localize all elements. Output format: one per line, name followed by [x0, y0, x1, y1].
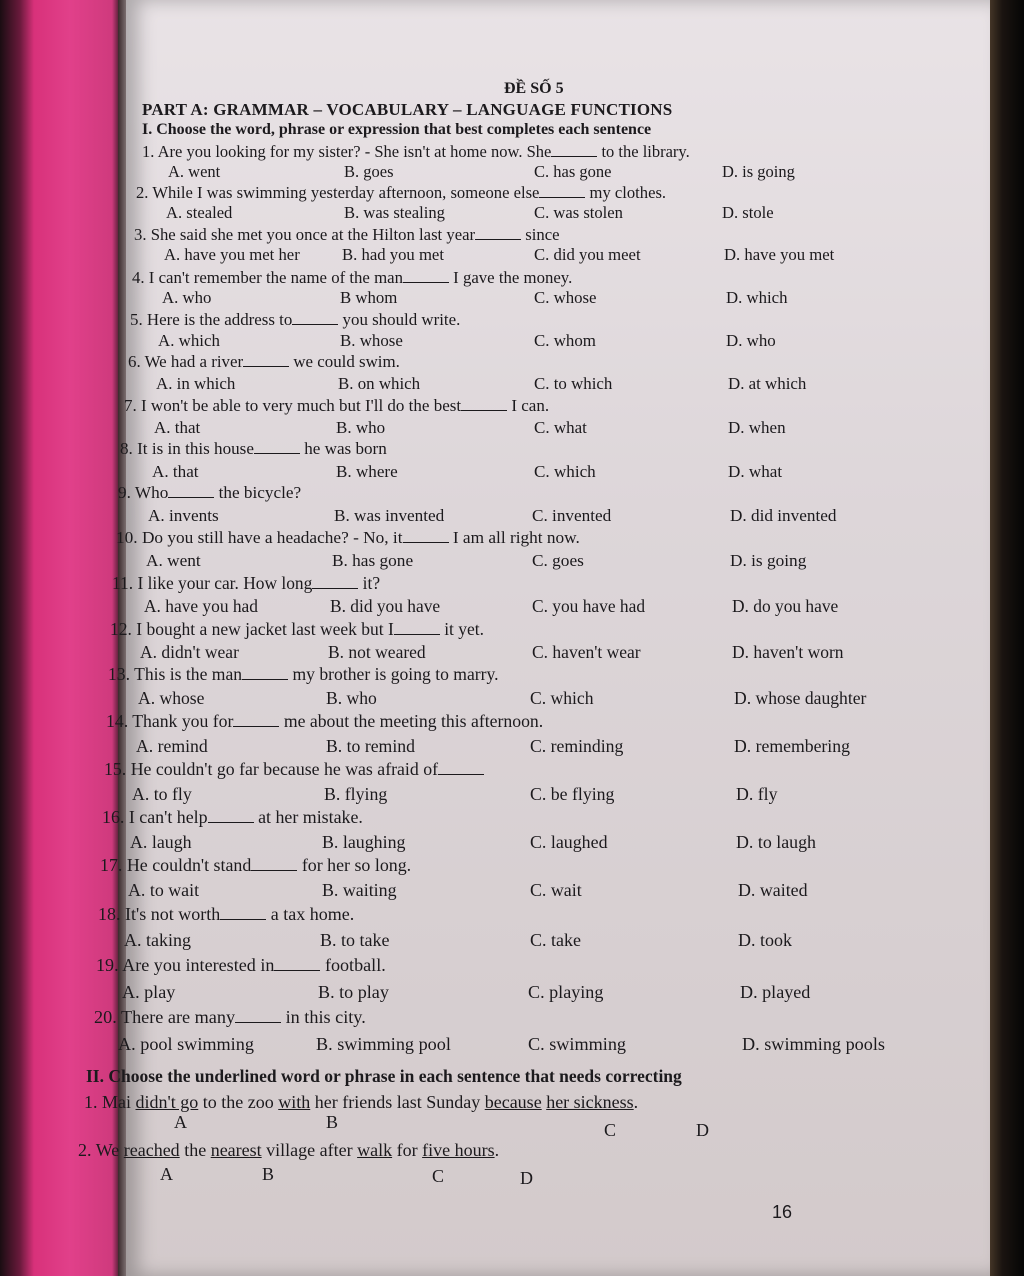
choice-letter-a: A — [174, 1112, 187, 1132]
answer-blank[interactable] — [403, 268, 449, 283]
page-edge — [988, 0, 1024, 1276]
question-17 — [100, 855, 411, 876]
option-a[interactable]: A. have you had — [144, 596, 258, 616]
question-9 — [118, 483, 301, 503]
option-c[interactable]: C. to which — [534, 374, 613, 393]
question-text: at her mistake. — [258, 807, 363, 827]
question-number: 7. — [124, 396, 137, 415]
option-b[interactable]: B. waiting — [322, 880, 397, 900]
option-d[interactable]: D. is going — [730, 551, 807, 570]
question-7 — [124, 396, 549, 416]
option-c[interactable]: C. has gone — [534, 162, 612, 181]
option-a[interactable]: A. to wait — [128, 880, 200, 900]
option-c[interactable]: C. wait — [530, 880, 582, 900]
question-11 — [112, 573, 380, 594]
question-text: I can't help — [128, 807, 208, 827]
option-c[interactable]: C. which — [534, 462, 596, 481]
question-number: 8. — [120, 439, 133, 458]
answer-blank[interactable] — [475, 225, 521, 240]
option-c[interactable]: C. whom — [534, 331, 596, 350]
option-a[interactable]: A. went — [168, 162, 221, 181]
option-c[interactable]: C. was stolen — [534, 203, 623, 222]
option-a[interactable]: A. remind — [136, 736, 208, 756]
question-number: 2. — [136, 183, 149, 202]
answer-blank[interactable] — [254, 439, 300, 454]
sentence-text: . — [494, 1140, 500, 1160]
option-c[interactable]: C. invented — [532, 506, 612, 525]
option-b[interactable]: B. on which — [338, 374, 421, 393]
exam-heading: ĐỀ SỐ 5 — [504, 80, 564, 97]
question-4 — [132, 268, 572, 288]
sentence-text: We — [95, 1140, 120, 1160]
sentence-text: . — [633, 1092, 639, 1112]
choice-letter-c: C — [604, 1120, 617, 1140]
option-b[interactable]: B. has gone — [332, 551, 414, 570]
option-c[interactable]: C. playing — [528, 982, 604, 1002]
question-text: in this city. — [285, 1007, 366, 1027]
option-a[interactable]: A. invents — [148, 506, 219, 525]
question-20 — [94, 1007, 366, 1028]
option-d[interactable]: D. waited — [738, 880, 808, 900]
option-d[interactable]: D. is going — [722, 162, 795, 181]
option-b[interactable]: B. had you met — [342, 245, 444, 264]
option-a[interactable]: A. pool swimming — [118, 1034, 254, 1054]
question-text: it yet. — [444, 619, 485, 639]
option-a[interactable]: A. play — [122, 982, 176, 1002]
question-number: 17. — [100, 855, 123, 875]
answer-blank[interactable] — [242, 665, 288, 680]
question-number: 11. — [112, 573, 134, 593]
option-a[interactable]: A. taking — [124, 930, 191, 950]
option-b[interactable]: B whom — [340, 288, 398, 307]
question-text: I can't remember the name of the man — [148, 268, 403, 287]
question-text: Are you interested in — [122, 955, 275, 975]
option-b[interactable]: B. where — [336, 462, 398, 481]
question-text: It's not worth — [125, 904, 221, 924]
sentence-text: Mai — [102, 1092, 131, 1112]
answer-blank[interactable] — [461, 396, 507, 411]
option-c[interactable]: C. swimming — [528, 1034, 627, 1054]
question-text: She said she met you once at the Hilton last year — [150, 225, 476, 244]
option-b[interactable]: B. who — [336, 418, 386, 437]
question-text: I like your car. How long — [137, 573, 313, 593]
question-2 — [136, 183, 666, 203]
section-2-title: II. Choose the underlined word or phrase in each sentence that needs correcting — [86, 1066, 682, 1086]
answer-blank[interactable] — [233, 712, 279, 727]
option-b[interactable]: B. whose — [340, 331, 403, 350]
option-c[interactable]: C. reminding — [530, 736, 624, 756]
option-d[interactable]: D. fly — [736, 784, 778, 804]
question-text: Do you still have a headache? - No, it — [141, 528, 403, 547]
question-6 — [128, 352, 400, 372]
option-b[interactable]: B. who — [326, 688, 377, 708]
part-title: PART A: GRAMMAR – VOCABULARY – LANGUAGE FUNCTIONS — [142, 100, 673, 119]
answer-blank[interactable] — [539, 183, 585, 198]
option-d[interactable]: D. do you have — [732, 596, 839, 616]
question-text: We had a river — [144, 352, 244, 371]
question-19 — [96, 955, 386, 976]
question-text: This is the man — [134, 664, 243, 684]
option-c[interactable]: C. be flying — [530, 784, 615, 804]
question-1 — [142, 142, 690, 162]
option-d[interactable]: D. whose daughter — [734, 688, 867, 708]
question-text: Are you looking for my sister? - She isn't at home now. She — [157, 142, 552, 161]
option-b[interactable]: B. laughing — [322, 832, 406, 852]
option-b[interactable]: B. swimming pool — [316, 1034, 451, 1054]
option-d[interactable]: D. which — [726, 288, 788, 307]
question-number: 3. — [134, 225, 147, 244]
question-text: my clothes. — [589, 183, 667, 202]
option-d[interactable]: D. played — [740, 982, 811, 1002]
question-text: There are many — [120, 1007, 236, 1027]
question-text: for her so long. — [301, 855, 412, 875]
option-a[interactable]: A. whose — [138, 688, 205, 708]
question-text: football. — [324, 955, 386, 975]
option-a[interactable]: A. stealed — [166, 203, 233, 222]
question-number: 4. — [132, 268, 145, 287]
answer-blank[interactable] — [292, 310, 338, 325]
underlined-d[interactable]: five hours — [422, 1140, 495, 1160]
option-a[interactable]: A. went — [146, 551, 201, 570]
error-question-2 — [78, 1140, 499, 1161]
option-c[interactable]: C. take — [530, 930, 581, 950]
sentence-text: the — [184, 1140, 207, 1160]
underlined-d[interactable]: her sickness — [546, 1092, 634, 1112]
question-number: 12. — [110, 619, 132, 639]
underlined-a[interactable]: reached — [123, 1140, 180, 1160]
option-d[interactable]: D. have you met — [724, 245, 835, 264]
sentence-text: her friends last Sunday — [314, 1092, 481, 1112]
answer-blank[interactable] — [243, 352, 289, 367]
answer-blank[interactable] — [235, 1008, 281, 1023]
question-16 — [102, 807, 363, 828]
answer-blank[interactable] — [274, 956, 320, 971]
option-d[interactable]: D. who — [726, 331, 776, 350]
question-number: 6. — [128, 352, 141, 371]
option-d[interactable]: D. to laugh — [736, 832, 817, 852]
answer-blank[interactable] — [551, 142, 597, 157]
option-d[interactable]: D. swimming pools — [742, 1034, 885, 1054]
option-a[interactable]: A. have you met her — [164, 245, 300, 264]
answer-blank[interactable] — [208, 808, 254, 823]
option-a[interactable]: A. that — [152, 462, 199, 481]
underlined-a[interactable]: didn't go — [135, 1092, 199, 1112]
choice-letter-a: A — [160, 1164, 173, 1184]
question-number: 1. — [142, 142, 155, 161]
option-a[interactable]: A. who — [162, 288, 212, 307]
question-number: 5. — [130, 310, 143, 329]
question-number: 14. — [106, 711, 129, 731]
underlined-b[interactable]: with — [278, 1092, 311, 1112]
question-3 — [134, 225, 560, 245]
question-text: a tax home. — [270, 904, 355, 924]
choice-letter-b: B — [326, 1112, 339, 1132]
option-a[interactable]: A. which — [158, 331, 220, 350]
answer-blank[interactable] — [394, 620, 440, 635]
option-d[interactable]: D. haven't worn — [732, 642, 844, 662]
option-d[interactable]: D. at which — [728, 374, 807, 393]
question-8 — [120, 439, 387, 459]
option-d[interactable]: D. when — [728, 418, 786, 437]
option-c[interactable]: C. you have had — [532, 596, 646, 616]
sentence-text: to the zoo — [202, 1092, 274, 1112]
underlined-c[interactable]: walk — [357, 1140, 393, 1160]
option-c[interactable]: C. did you meet — [534, 245, 641, 264]
question-text: I bought a new jacket last week but I — [136, 619, 394, 639]
question-13 — [108, 664, 499, 685]
option-a[interactable]: A. didn't wear — [140, 642, 239, 662]
question-text: Who — [134, 483, 169, 502]
option-b[interactable]: B. did you have — [330, 596, 441, 616]
option-c[interactable]: C. which — [530, 688, 594, 708]
option-d[interactable]: D. took — [738, 930, 792, 950]
question-number: 10. — [116, 528, 138, 547]
question-5 — [130, 310, 460, 330]
question-text: we could swim. — [293, 352, 400, 371]
choice-letter-c: C — [432, 1166, 445, 1186]
question-text: the bicycle? — [218, 483, 302, 502]
question-text: me about the meeting this afternoon. — [283, 711, 544, 731]
option-a[interactable]: A. laugh — [130, 832, 192, 852]
underlined-b[interactable]: nearest — [210, 1140, 262, 1160]
answer-blank[interactable] — [403, 528, 449, 543]
option-b[interactable]: B. to play — [318, 982, 389, 1002]
question-number: 16. — [102, 807, 125, 827]
question-number: 2. — [78, 1140, 92, 1160]
answer-blank[interactable] — [168, 483, 214, 498]
answer-blank[interactable] — [251, 856, 297, 871]
error-question-1 — [84, 1092, 638, 1113]
question-text: I am all right now. — [452, 528, 580, 547]
question-text: While I was swimming yesterday afternoon, someone else — [152, 183, 540, 202]
question-number: 9. — [118, 483, 131, 502]
question-text: it? — [362, 573, 381, 593]
option-d[interactable]: D. did invented — [730, 506, 837, 525]
question-text: Here is the address to — [146, 310, 293, 329]
option-c[interactable]: C. goes — [532, 551, 584, 570]
section-1-title: I. Choose the word, phrase or expression that best completes each sentence — [142, 121, 652, 138]
question-text: Thank you for — [132, 711, 234, 731]
option-c[interactable]: C. whose — [534, 288, 597, 307]
answer-blank[interactable] — [312, 574, 358, 589]
option-b[interactable]: B. goes — [344, 162, 394, 181]
question-text: He couldn't stand — [126, 855, 252, 875]
option-c[interactable]: C. what — [534, 418, 587, 437]
option-b[interactable]: B. was invented — [334, 506, 445, 525]
question-15 — [104, 759, 484, 780]
answer-blank[interactable] — [438, 760, 484, 775]
option-a[interactable]: A. in which — [156, 374, 236, 393]
question-number: 18. — [98, 904, 121, 924]
question-10 — [116, 528, 580, 548]
question-text: He couldn't go far because he was afraid of — [130, 759, 439, 779]
choice-letter-d: D — [520, 1168, 533, 1188]
option-a[interactable]: A. to fly — [132, 784, 192, 804]
option-b[interactable]: B. was stealing — [344, 203, 445, 222]
choice-letter-b: B — [262, 1164, 275, 1184]
question-text: It is in this house — [137, 439, 254, 458]
option-c[interactable]: C. laughed — [530, 832, 608, 852]
question-number: 19. — [96, 955, 119, 975]
option-d[interactable]: D. what — [728, 462, 783, 481]
question-text: I gave the money. — [453, 268, 573, 287]
question-12 — [110, 619, 484, 640]
option-b[interactable]: B. to take — [320, 930, 390, 950]
question-18 — [98, 904, 354, 925]
sentence-text: village after — [266, 1140, 353, 1160]
question-number: 13. — [108, 664, 130, 684]
answer-blank[interactable] — [220, 905, 266, 920]
choice-letter-d: D — [696, 1120, 709, 1140]
option-c[interactable]: C. haven't wear — [532, 642, 641, 662]
question-text: to the library. — [601, 142, 690, 161]
option-a[interactable]: A. that — [154, 418, 201, 437]
option-b[interactable]: B. not weared — [328, 642, 426, 662]
sentence-text: for — [396, 1140, 418, 1160]
question-text: he was born — [304, 439, 387, 458]
question-number: 1. — [84, 1092, 98, 1112]
page-number: 16 — [772, 1202, 793, 1222]
option-b[interactable]: B. flying — [324, 784, 388, 804]
question-text: you should write. — [342, 310, 461, 329]
question-text: since — [525, 225, 560, 244]
question-number: 20. — [94, 1007, 117, 1027]
underlined-c[interactable]: because — [484, 1092, 542, 1112]
question-text: I can. — [511, 396, 550, 415]
question-14 — [106, 711, 543, 732]
question-text: my brother is going to marry. — [292, 664, 499, 684]
option-d[interactable]: D. remembering — [734, 736, 850, 756]
question-number: 15. — [104, 759, 127, 779]
question-text: I won't be able to very much but I'll do the best — [141, 396, 462, 415]
option-b[interactable]: B. to remind — [326, 736, 415, 756]
option-d[interactable]: D. stole — [722, 203, 774, 222]
